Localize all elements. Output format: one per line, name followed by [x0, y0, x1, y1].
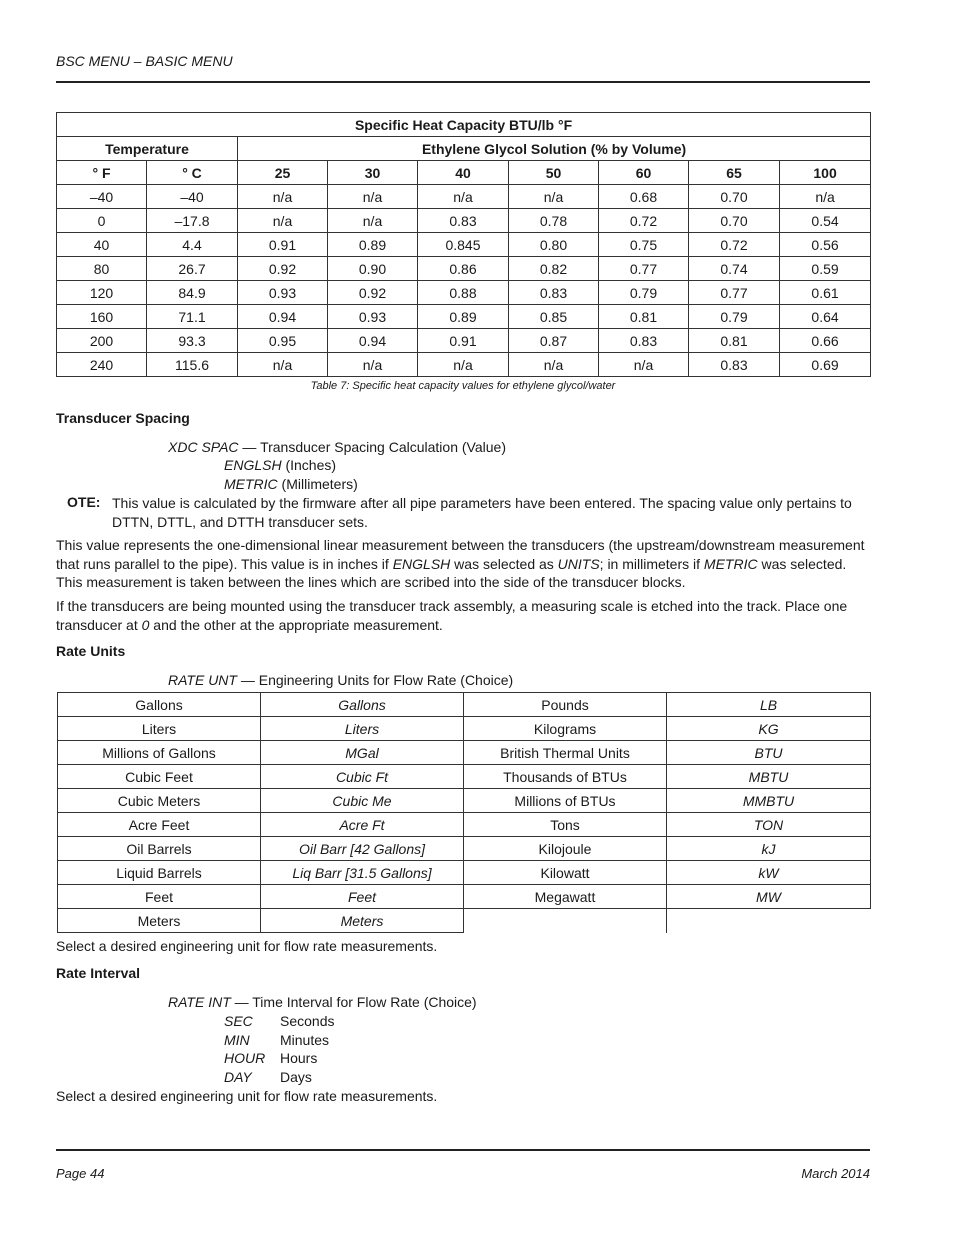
- table-cell: 0.83: [689, 353, 780, 377]
- table-cell: 0.56: [780, 233, 871, 257]
- table-row: [58, 813, 871, 837]
- table-cell: 0.94: [328, 329, 418, 353]
- unit-cell: Megawatt: [464, 885, 667, 909]
- unit-cell: Feet: [58, 885, 261, 909]
- table-cell: n/a: [238, 209, 328, 233]
- column-header: 100: [780, 161, 871, 185]
- table-cell: n/a: [238, 185, 328, 209]
- unit-cell: TON: [667, 813, 871, 837]
- table-row: [58, 909, 871, 933]
- spacing-paragraph-2: [56, 597, 870, 634]
- unit-cell: kW: [667, 861, 871, 885]
- table-cell: n/a: [238, 353, 328, 377]
- table-cell: 0.83: [418, 209, 509, 233]
- table-cell: 0.83: [599, 329, 689, 353]
- table-cell: 0.69: [780, 353, 871, 377]
- table-cell: 0.77: [599, 257, 689, 281]
- table-row: [58, 741, 871, 765]
- param-code: RATE INT: [168, 994, 231, 1010]
- param-desc: — Time Interval for Flow Rate (Choice): [230, 994, 477, 1010]
- table-cell: 120: [57, 281, 147, 305]
- interval-option: [224, 1049, 317, 1067]
- unit-cell: BTU: [667, 741, 871, 765]
- table-cell: n/a: [418, 353, 509, 377]
- unit-cell: Feet: [261, 885, 464, 909]
- table-row: [57, 305, 871, 329]
- table-cell: 0.72: [599, 209, 689, 233]
- table-cell: 0.75: [599, 233, 689, 257]
- unit-cell: Millions of BTUs: [464, 789, 667, 813]
- interval-code: HOUR: [224, 1050, 266, 1067]
- note-label: OTE:: [67, 494, 101, 510]
- text-run: This value represents the one-dimensional linear measurement between the transducers (the upstream/downstream measurement that runs parallel to the pipe). This value is in inches if: [56, 537, 865, 572]
- page-number: Page 44: [56, 1166, 105, 1181]
- unit-cell: Kilowatt: [464, 861, 667, 885]
- interval-option: [224, 1068, 312, 1086]
- unit-cell: Kilograms: [464, 717, 667, 741]
- table-cell: 0.86: [418, 257, 509, 281]
- unit-cell: Millions of Gallons: [58, 741, 261, 765]
- table-cell: 0.66: [780, 329, 871, 353]
- table-cell: 84.9: [147, 281, 238, 305]
- solution-header: Ethylene Glycol Solution (% by Volume): [238, 137, 871, 161]
- table-row: [58, 693, 871, 717]
- unit-cell: Gallons: [261, 693, 464, 717]
- unit-cell: Liters: [261, 717, 464, 741]
- table-row: [57, 257, 871, 281]
- table-cell: 0.94: [238, 305, 328, 329]
- table-cell: 0.89: [328, 233, 418, 257]
- option-code: METRIC: [224, 476, 278, 492]
- table-cell: 160: [57, 305, 147, 329]
- unit-cell: Cubic Me: [261, 789, 464, 813]
- footer-rule: [56, 1149, 870, 1151]
- table-cell: 80: [57, 257, 147, 281]
- publication-date: March 2014: [801, 1166, 870, 1181]
- table-row: [57, 185, 871, 209]
- column-header: 30: [328, 161, 418, 185]
- table-row: [58, 861, 871, 885]
- table-cell: –40: [57, 185, 147, 209]
- column-header: 40: [418, 161, 509, 185]
- interval-label: Minutes: [280, 1031, 330, 1048]
- unit-cell: Liquid Barrels: [58, 861, 261, 885]
- unit-cell: Acre Ft: [261, 813, 464, 837]
- text-run: 0: [141, 616, 150, 633]
- unit-cell: MBTU: [667, 765, 871, 789]
- table-row: [58, 717, 871, 741]
- table-cell: 0.81: [689, 329, 780, 353]
- unit-cell: Kilojoule: [464, 837, 667, 861]
- table-cell: 0.78: [509, 209, 599, 233]
- text-run: and the other at the appropriate measurement.: [149, 616, 443, 633]
- unit-cell: Meters: [261, 909, 464, 933]
- table-cell: –40: [147, 185, 238, 209]
- unit-cell: Tons: [464, 813, 667, 837]
- note-text: This value is calculated by the firmware after all pipe parameters have been entered. The spacing value only pertains to DTTN, DTTL, and DTTH transducer sets.: [112, 495, 852, 530]
- text-run: ENGLSH: [392, 555, 451, 572]
- table-cell: 0.88: [418, 281, 509, 305]
- table-cell: 0.72: [689, 233, 780, 257]
- table-cell: n/a: [509, 185, 599, 209]
- temperature-header: Temperature: [57, 137, 238, 161]
- param-desc: — Transducer Spacing Calculation (Value): [238, 439, 506, 455]
- interval-label: Hours: [280, 1050, 318, 1067]
- table-title: Specific Heat Capacity BTU/lb °F: [57, 113, 871, 137]
- table-cell: 240: [57, 353, 147, 377]
- table-row: [57, 329, 871, 353]
- interval-code: DAY: [224, 1069, 252, 1086]
- text-run: METRIC: [703, 555, 758, 572]
- table-cell: 0.70: [689, 185, 780, 209]
- unit-cell: MW: [667, 885, 871, 909]
- table-cell: n/a: [599, 353, 689, 377]
- table-cell: 26.7: [147, 257, 238, 281]
- column-header: 60: [599, 161, 689, 185]
- unit-cell: [667, 909, 871, 933]
- unit-cell: Cubic Feet: [58, 765, 261, 789]
- rate-units-heading: Rate Units: [56, 643, 126, 659]
- text-run: ; in millimeters if: [599, 555, 704, 572]
- table-cell: 0.68: [599, 185, 689, 209]
- table-cell: n/a: [328, 209, 418, 233]
- table-cell: 0.93: [328, 305, 418, 329]
- table-cell: 0: [57, 209, 147, 233]
- interval-label: Seconds: [280, 1013, 335, 1029]
- rate-interval-heading: Rate Interval: [56, 965, 141, 981]
- text-run: was selected as: [450, 555, 558, 572]
- table-cell: 0.83: [509, 281, 599, 305]
- header-rule: [56, 81, 870, 83]
- param-code: XDC SPAC: [168, 439, 239, 455]
- table-cell: 0.85: [509, 305, 599, 329]
- column-header: ° F: [57, 161, 147, 185]
- table-cell: 0.91: [418, 329, 509, 353]
- column-header: 65: [689, 161, 780, 185]
- table-cell: 0.93: [238, 281, 328, 305]
- table-cell: 115.6: [147, 353, 238, 377]
- unit-cell: Cubic Meters: [58, 789, 261, 813]
- unit-cell: Meters: [58, 909, 261, 933]
- unit-cell: Liq Barr [31.5 Gallons]: [261, 861, 464, 885]
- interval-code: SEC: [224, 1013, 253, 1029]
- rate-int-param: [168, 993, 477, 1011]
- interval-label: Days: [280, 1069, 312, 1086]
- param-code: RATE UNT: [168, 672, 237, 688]
- table-cell: 0.79: [689, 305, 780, 329]
- running-header: BSC MENU – BASIC MENU: [56, 53, 233, 69]
- unit-cell: Oil Barrels: [58, 837, 261, 861]
- unit-cell: Thousands of BTUs: [464, 765, 667, 789]
- table-cell: 0.74: [689, 257, 780, 281]
- unit-cell: Cubic Ft: [261, 765, 464, 789]
- xdc-spac-param: [168, 438, 506, 456]
- table-row: [58, 885, 871, 909]
- column-header: ° C: [147, 161, 238, 185]
- option-metric: [224, 475, 358, 493]
- unit-cell: MGal: [261, 741, 464, 765]
- table-cell: 0.845: [418, 233, 509, 257]
- unit-cell: MMBTU: [667, 789, 871, 813]
- column-header-row: [57, 161, 871, 185]
- table-row: [58, 765, 871, 789]
- table-cell: 0.77: [689, 281, 780, 305]
- table-cell: n/a: [328, 185, 418, 209]
- rate-units-table: [57, 692, 871, 933]
- table-cell: n/a: [780, 185, 871, 209]
- interval-option: [224, 1012, 334, 1030]
- table-row: [58, 789, 871, 813]
- table-row: [57, 233, 871, 257]
- table-cell: 200: [57, 329, 147, 353]
- table-cell: 40: [57, 233, 147, 257]
- spacing-paragraph-1: [56, 536, 870, 592]
- table-row: [57, 281, 871, 305]
- table-cell: 0.70: [689, 209, 780, 233]
- table-row: [57, 209, 871, 233]
- table-row: [57, 353, 871, 377]
- param-desc: — Engineering Units for Flow Rate (Choice): [236, 672, 514, 688]
- table-cell: 0.92: [328, 281, 418, 305]
- unit-cell: KG: [667, 717, 871, 741]
- table-row: [58, 837, 871, 861]
- table-cell: 0.64: [780, 305, 871, 329]
- table-cell: n/a: [328, 353, 418, 377]
- rate-units-select-text: Select a desired engineering unit for flow rate measurements.: [56, 938, 438, 954]
- table-cell: 0.82: [509, 257, 599, 281]
- rate-interval-select-text: Select a desired engineering unit for flow rate measurements.: [56, 1088, 438, 1104]
- table-cell: 0.92: [238, 257, 328, 281]
- unit-cell: [464, 909, 667, 933]
- option-desc: (Millimeters): [277, 476, 358, 492]
- table-cell: 0.90: [328, 257, 418, 281]
- table-cell: 0.54: [780, 209, 871, 233]
- table-cell: 0.80: [509, 233, 599, 257]
- table-cell: 93.3: [147, 329, 238, 353]
- column-header: 50: [509, 161, 599, 185]
- table-cell: n/a: [418, 185, 509, 209]
- unit-cell: Liters: [58, 717, 261, 741]
- rate-unt-param: [168, 671, 513, 689]
- transducer-spacing-heading: Transducer Spacing: [56, 410, 190, 426]
- unit-cell: Acre Feet: [58, 813, 261, 837]
- text-run: If the transducers are being mounted using the transducer track assembly, a measuring scale is etched into the track. Place one transducer at: [56, 598, 848, 633]
- table-cell: 0.91: [238, 233, 328, 257]
- unit-cell: Gallons: [58, 693, 261, 717]
- table-cell: 4.4: [147, 233, 238, 257]
- text-run: UNITS: [557, 555, 600, 572]
- table-cell: 71.1: [147, 305, 238, 329]
- unit-cell: Pounds: [464, 693, 667, 717]
- unit-cell: Oil Barr [42 Gallons]: [261, 837, 464, 861]
- unit-cell: LB: [667, 693, 871, 717]
- option-englsh: [224, 456, 336, 474]
- table-cell: 0.89: [418, 305, 509, 329]
- table-caption: Table 7: Specific heat capacity values for ethylene glycol/water: [310, 380, 616, 392]
- table-cell: 0.95: [238, 329, 328, 353]
- table-cell: 0.87: [509, 329, 599, 353]
- option-desc: (Inches): [281, 457, 337, 473]
- column-header: 25: [238, 161, 328, 185]
- interval-option: [224, 1031, 329, 1049]
- option-code: ENGLSH: [224, 457, 282, 473]
- table-cell: 0.61: [780, 281, 871, 305]
- interval-code: MIN: [224, 1031, 250, 1048]
- table-cell: –17.8: [147, 209, 238, 233]
- table-cell: 0.81: [599, 305, 689, 329]
- table-cell: 0.79: [599, 281, 689, 305]
- table-cell: n/a: [509, 353, 599, 377]
- unit-cell: kJ: [667, 837, 871, 861]
- table-cell: 0.59: [780, 257, 871, 281]
- specific-heat-table: [56, 112, 871, 377]
- text-run: was selected. This measurement is taken between the lines which are scribed into the side of the transducer blocks.: [56, 555, 847, 590]
- unit-cell: British Thermal Units: [464, 741, 667, 765]
